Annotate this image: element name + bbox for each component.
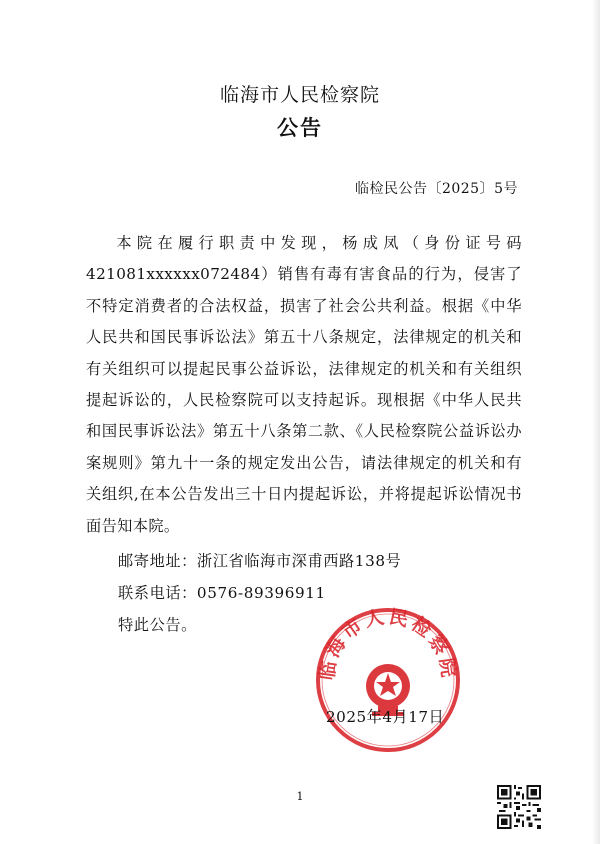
mailing-address: 邮寄地址：浙江省临海市深甫西路138号 [118, 552, 402, 570]
scan-edge-shadow [592, 0, 600, 844]
seal-text-path: 临海市人民检察院 [316, 606, 460, 682]
page-title: 公告 [277, 116, 323, 140]
closing-statement: 特此公告。 [118, 616, 197, 634]
issuing-organization: 临海市人民检察院 [219, 84, 380, 106]
contact-phone: 联系电话：0576-89396911 [118, 584, 326, 602]
page-number: 1 [296, 790, 304, 803]
notice-date: 2025年4月17日 [326, 708, 445, 726]
notice-paragraph: 本院在履行职责中发现，杨成凤（身份证号码421081xxxxxx072484）销售有毒有害食品的行为，侵害了不特定消费者的合法权益，损害了社会公共利益。根据《中华人民共和国民事诉讼法》第五十八条规定，法律规定的机关和有关组织可以提起民事公益诉讼，法律规定的机关和有关组织提起诉讼的，人民检察院可以支持起诉。现根据《中华人民共和国民事诉讼法》第五十八条第二款、《人民检察院公益诉讼办案规则》第九十一条的规定发出公告，请法律规定的机关和有关组织,在本公告发出三十日内提起诉讼，并将提起诉讼情况书面告知本院。 [86, 234, 522, 535]
notice-body [86, 228, 522, 542]
qr-code-icon [497, 785, 541, 829]
document-number: 临检民公告〔2025〕5号 [354, 181, 518, 197]
official-seal [314, 606, 462, 754]
